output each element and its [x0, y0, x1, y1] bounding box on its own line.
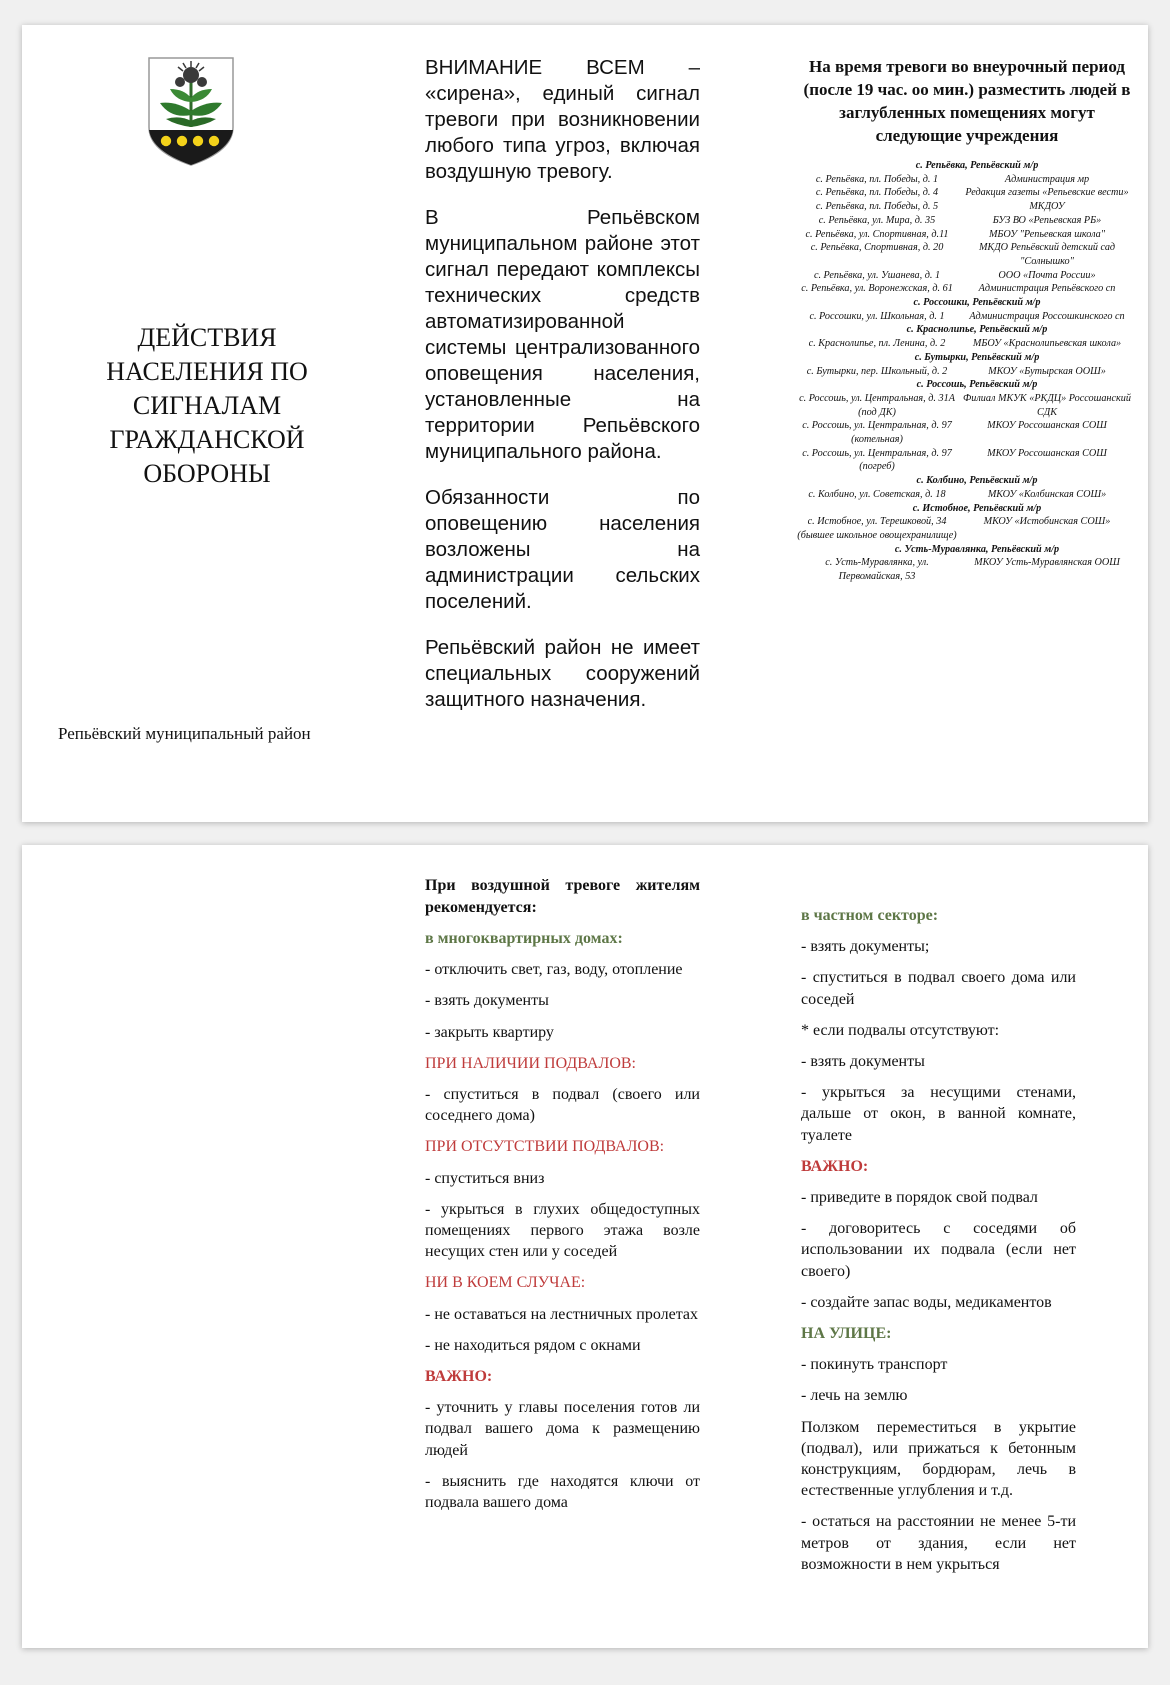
leaflet-page-front: [22, 25, 1148, 822]
institution-name: МБОУ «Краснолипьевская школа»: [972, 338, 1122, 350]
village-title: с. Бутырки, Репьёвский м/р: [914, 351, 1040, 363]
institution-row: [797, 173, 1137, 187]
institution-name: Администрация Репьёвского сп: [978, 283, 1116, 295]
air-raid-left-column: [425, 875, 700, 1523]
institution-name: МКОУ «Бутырская ООШ»: [988, 365, 1106, 377]
institution-address: с. Россошки, ул. Школьная, д. 1: [809, 310, 945, 322]
coat-of-arms-icon: [146, 55, 236, 167]
shelter-institutions-column: [797, 55, 1137, 584]
recommendation-item: - спуститься вниз: [425, 1169, 545, 1187]
recommendation-item: - создайте запас воды, медикаментов: [801, 1293, 1052, 1311]
recommendation-item: - спуститься в подвал (своего или соседнего дома): [425, 1086, 700, 1125]
institution-name: Администрация Россошкинского сп: [969, 310, 1125, 322]
institution-row: [797, 241, 1137, 268]
institution-name: Филиал МКУК «РКДЦ» Россошанский СДК: [963, 392, 1131, 418]
institution-name: МКДОУ: [1029, 201, 1065, 213]
duties-paragraph: Обязанности по оповещению населения возложены на администрации сельских поселений.: [425, 486, 700, 613]
institution-address: с. Репьёвка, пл. Победы, д. 4: [815, 187, 939, 199]
village-title: с. Россошки, Репьёвский м/р: [913, 297, 1041, 309]
shelters-paragraph: Репьёвский район не имеет специальных сооружений защитного назначения.: [425, 636, 700, 711]
institution-row: [797, 365, 1137, 379]
institution-name: МБОУ "Репьевская школа": [988, 228, 1106, 240]
recommendation-item: - остаться на расстоянии не менее 5-ти метров от здания, если нет возможности в нем укрыться: [801, 1513, 1076, 1573]
institution-address: с. Россошь, ул. Центральная, д. 31А (под ДК): [799, 392, 955, 418]
section-header: ПРИ ОТСУТСТВИИ ПОДВАЛОВ:: [425, 1138, 665, 1156]
recommendation-item: * если подвалы отсутствуют:: [801, 1021, 1000, 1039]
institution-address: с. Репьёвка, Спортивная, д. 20: [810, 242, 944, 254]
section-header: ВАЖНО:: [425, 1368, 493, 1386]
recommendation-item: - приведите в порядок свой подвал: [801, 1189, 1038, 1207]
institution-row: [797, 200, 1137, 214]
institution-row: [797, 269, 1137, 283]
institution-address: с. Репьёвка, ул. Спортивная, д.11: [805, 228, 949, 240]
institution-name: МКОУ Усть-Муравлянская ООШ: [974, 557, 1120, 569]
section-header: НА УЛИЦЕ:: [801, 1325, 892, 1343]
district-name: Репьёвский муниципальный район: [58, 724, 311, 743]
village-title: с. Россошь, Репьёвский м/р: [916, 379, 1038, 391]
institution-name: БУЗ ВО «Репьевская РБ»: [992, 214, 1102, 226]
institution-row: [797, 337, 1137, 351]
village-title: с. Краснолипье, Репьёвский м/р: [906, 324, 1048, 336]
recommendation-item: - уточнить у главы поселения готов ли подвал вашего дома к размещению людей: [425, 1399, 700, 1459]
institution-row: [797, 186, 1137, 200]
institution-name: МКДО Репьёвский детский сад "Солнышко": [978, 242, 1116, 267]
institution-address: с. Репьёвка, ул. Воронежская, д. 61: [801, 283, 953, 295]
recommendation-item: - укрыться за несущими стенами, дальше от окон, в ванной комнате, туалете: [801, 1084, 1076, 1144]
system-paragraph: В Репьёвском муниципальном районе этот сигнал передают комплексы технических средств автоматизированной системы централизованного оповещения населения, установленные на территории Репьёвского муниципального района.: [425, 206, 700, 463]
institution-name: МКОУ «Истобинская СОШ»: [983, 516, 1111, 528]
institution-row: [797, 392, 1137, 419]
institution-row: [797, 515, 1137, 542]
title-line: СИГНАЛАМ: [132, 391, 282, 420]
recommendation-item: - взять документы;: [801, 938, 930, 956]
leaflet-title: [52, 321, 362, 491]
title-line: ДЕЙСТВИЯ: [137, 323, 277, 352]
institution-address: с. Усть-Муравлянка, ул. Первомайская, 53: [825, 557, 929, 583]
institution-address: с. Репьёвка, пл. Победы, д. 5: [815, 201, 939, 213]
village-title: с. Колбино, Репьёвский м/р: [916, 475, 1038, 487]
institution-address: с. Россошь, ул. Центральная, д. 97 (котельная): [802, 420, 952, 446]
institution-row: [797, 488, 1137, 502]
institution-address: с. Истобное, ул. Терешковой, 34 (бывшее школьное овощехранилище): [797, 516, 957, 541]
institutions-heading: На время тревоги во внеурочный период (после 19 час. оо мин.) разместить людей в заглубленных помещениях могут следующие учреждения: [803, 57, 1131, 145]
section-header: в частном секторе:: [801, 907, 939, 924]
village-title: с. Усть-Муравлянка, Репьёвский м/р: [894, 543, 1060, 555]
siren-info-column: [425, 55, 700, 733]
institution-address: с. Россошь, ул. Центральная, д. 97 (погреб): [802, 447, 952, 473]
recommendation-item: - договоритесь с соседями об использовании их подвала (если нет своего): [801, 1220, 1076, 1280]
institution-row: [797, 282, 1137, 296]
section-header: в многоквартирных домах:: [425, 930, 623, 947]
institution-row: [797, 310, 1137, 324]
institution-name: ООО «Почта России»: [998, 269, 1096, 281]
recommendation-item: Ползком переместиться в укрытие (подвал), или прижаться к бетонным конструкциям, бордюрам, лечь в естественные углубления и т.д.: [801, 1418, 1076, 1500]
institution-address: с. Колбино, ул. Советская, д. 18: [808, 488, 946, 500]
recommendation-item: - закрыть квартиру: [425, 1023, 554, 1041]
institution-name: МКОУ «Колбинская СОШ»: [987, 488, 1107, 500]
section-header: ВАЖНО:: [801, 1157, 869, 1175]
section-header: ПРИ НАЛИЧИИ ПОДВАЛОВ:: [425, 1054, 636, 1072]
institution-address: с. Репьёвка, пл. Победы, д. 1: [815, 173, 939, 185]
recommendation-item: - лечь на землю: [801, 1387, 908, 1405]
title-line: ГРАЖДАНСКОЙ: [109, 425, 305, 454]
institution-name: МКОУ Россошанская СОШ: [987, 420, 1107, 432]
institution-name: Редакция газеты «Репьевские вести»: [965, 187, 1129, 199]
institution-row: [797, 214, 1137, 228]
title-line: НАСЕЛЕНИЯ ПО: [106, 357, 308, 386]
left-sections: [425, 928, 700, 1513]
village-title: с. Репьёвка, Репьёвский м/р: [915, 160, 1039, 171]
recommendation-item: - взять документы: [425, 992, 549, 1010]
institution-name: МКОУ Россошанская СОШ: [987, 447, 1107, 459]
title-line: ОБОРОНЫ: [143, 459, 271, 488]
recommendation-item: - спуститься в подвал своего дома или соседей: [801, 969, 1076, 1008]
institution-row: [797, 556, 1137, 583]
institution-row: [797, 419, 1137, 446]
recommendation-item: - покинуть транспорт: [801, 1356, 948, 1374]
air-raid-title: При воздушной тревоге жителям рекомендуется:: [425, 877, 700, 916]
leaflet-page-back: [22, 845, 1148, 1648]
institution-address: с. Краснолипье, пл. Ленина, д. 2: [808, 338, 946, 350]
siren-paragraph: ВНИМАНИЕ ВСЕМ – «сирена», единый сигнал тревоги при возникновении любого типа угроз, включая воздушную тревогу.: [425, 56, 700, 183]
institution-address: с. Репьёвка, ул. Ушанева, д. 1: [813, 269, 941, 281]
right-sections: [801, 905, 1076, 1575]
village-title: с. Истобное, Репьёвский м/р: [912, 502, 1042, 514]
recommendation-item: - не находиться рядом с окнами: [425, 1336, 641, 1354]
recommendation-item: - укрыться в глухих общедоступных помещениях первого этажа возле несущих стен или у соседей: [425, 1200, 700, 1261]
recommendation-item: - выяснить где находятся ключи от подвала вашего дома: [425, 1472, 700, 1512]
recommendation-item: - не оставаться на лестничных пролетах: [425, 1305, 699, 1323]
institutions-list: [797, 159, 1137, 584]
recommendation-item: - отключить свет, газ, воду, отопление: [425, 961, 683, 979]
institution-row: [797, 447, 1137, 474]
air-raid-right-column: [801, 905, 1076, 1585]
section-header: НИ В КОЕМ СЛУЧАЕ:: [425, 1274, 586, 1292]
institution-address: с. Репьёвка, ул. Мира, д. 35: [818, 214, 936, 226]
institution-row: [797, 228, 1137, 242]
recommendation-item: - взять документы: [801, 1053, 925, 1071]
institution-address: с. Бутырки, пер. Школьный, д. 2: [806, 365, 948, 377]
institution-name: Администрация мр: [1004, 173, 1090, 185]
